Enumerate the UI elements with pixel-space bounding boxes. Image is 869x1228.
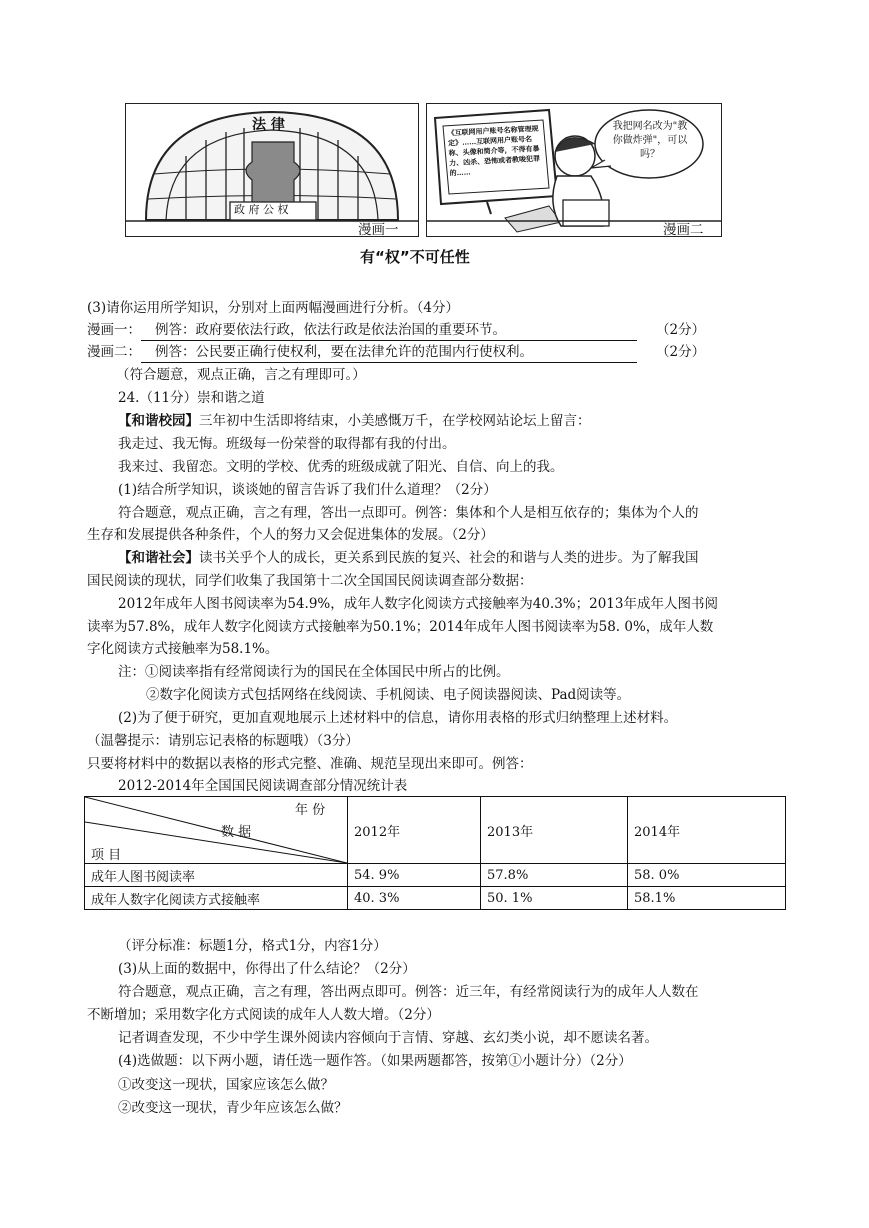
q24-4-option-1: ①改变这一现状，国家应该怎么做？ [118, 1077, 334, 1093]
table-row [85, 887, 786, 910]
campus-tag: 【和谐校园】 [118, 413, 199, 429]
reading-survey-table [84, 796, 786, 910]
q24-1-prompt: (1)结合所学知识，谈谈她的留言告诉了我们什么道理？（2分） [118, 482, 497, 498]
year-header-2013: 2013年 [481, 797, 628, 864]
q3-answer-2-row [87, 342, 637, 363]
q24-4-prompt: (4)选做题：以下两小题，请任选一题作答。（如果两题都答，按第①小题计分）（2分） [118, 1053, 632, 1069]
cartoon-2-label: 漫画二 [663, 222, 704, 238]
cartoon-1-label: 漫画一 [358, 222, 399, 238]
survey-data-line-1: 2012年成年人图书阅读率为54.9%，成年人数字化阅读方式接触率为40.3%；2013年成年人图书阅 [118, 596, 718, 612]
corner-data-label: 数 据 [221, 825, 252, 840]
q3-prompt: (3)请你运用所学知识，分别对上面两幅漫画进行分析。（4分） [87, 300, 459, 316]
table-row [85, 864, 786, 887]
q3-answer-2-value: 例答：公民要正确行使权利，要在法律允许的范围内行使权利。 [155, 344, 533, 360]
q3-answer-1-row [87, 320, 637, 341]
q3-answer-1-score: （2分） [656, 322, 706, 338]
speech-bubble-text: 我把网名改为"教你做炸弹"，可以吗？ [612, 121, 688, 160]
survey-data-line-2: 读率为57.8%，成年人数字化阅读方式接触率为50.1%；2014年成年人图书阅读率为58. 0%，成年人数 [87, 619, 714, 635]
table-cell: 58. 0% [628, 864, 786, 887]
q3-answer-2-text [141, 342, 637, 363]
q24-3-answer-line-2: 不断增加；采用数字化方式阅读的成年人人数大增。（2分） [87, 1007, 440, 1023]
corner-item-label: 项 目 [91, 848, 122, 863]
q24-4-option-2: ②改变这一现状，青少年应该怎么做？ [118, 1100, 348, 1116]
q3-note: （符合题意，观点正确，言之有理即可。） [116, 367, 366, 383]
q3-answer-1-value: 例答：政府要依法行政，依法行政是依法治国的重要环节。 [155, 322, 506, 338]
row-label-digital-reading: 成年人数字化阅读方式接触率 [85, 887, 348, 910]
row-label-book-reading: 成年人图书阅读率 [85, 864, 348, 887]
q24-1-answer-line-1: 符合题意，观点正确，言之有理，答出一点即可。例答：集体和个人是相互依存的；集体为个人的 [118, 505, 699, 521]
message-2: 我来过、我留恋。文明的学校、优秀的班级成就了阳光、自信、向上的我。 [118, 459, 564, 475]
year-header-2012: 2012年 [348, 797, 481, 864]
cartoon-caption: 有“权”不可任性 [360, 248, 470, 266]
table-corner-cell [85, 797, 348, 864]
note-2: ②数字化阅读方式包括网络在线阅读、手机阅读、电子阅读器阅读、Pad阅读等。 [146, 687, 631, 703]
table-header-row [85, 797, 786, 864]
q3-answer-1-label: 漫画一： [87, 322, 141, 338]
law-label: 法 律 [252, 117, 285, 133]
message-1: 我走过、我无悔。班级每一份荣誉的取得都有我的付出。 [118, 436, 456, 452]
survey-data-line-3: 字化阅读方式接触率为58.1%。 [87, 641, 279, 657]
campus-intro [118, 411, 591, 431]
q24-title: 24.（11分）崇和谐之道 [118, 390, 265, 406]
table-cell: 54. 9% [348, 864, 481, 887]
q24-1-answer-line-2: 生存和发展提供各种条件，个人的努力又会促进集体的发展。（2分） [87, 527, 494, 543]
campus-text: 三年初中生活即将结束，小美感慨万千，在学校网站论坛上留言： [199, 413, 591, 429]
q24-3-prompt: (3)从上面的数据中，你得出了什么结论？（2分） [118, 961, 416, 977]
q3-answer-1-text [141, 320, 637, 341]
corner-year-label: 年 份 [295, 803, 326, 818]
grading-criteria: （评分标准：标题1分，格式1分，内容1分） [118, 938, 387, 954]
table-cell: 57.8% [481, 864, 628, 887]
q24-3-answer-line-1: 符合题意，观点正确，言之有理，答出两点即可。例答：近三年，有经常阅读行为的成年人人数在 [118, 984, 699, 1000]
q24-2-answer: 只要将材料中的数据以表格的形式完整、准确、规范呈现出来即可。例答： [87, 756, 533, 772]
society-text: 读书关乎个人的成长，更关系到民族的复兴、社会的和谐与人类的进步。为了解我国 [199, 550, 699, 566]
q24-2-hint: （温馨提示：请别忘记表格的标题哦）（3分） [87, 733, 359, 749]
table-cell: 50. 1% [481, 887, 628, 910]
society-intro-line-1 [118, 548, 699, 568]
cartoon-panel-1 [125, 103, 419, 237]
screen-regulation-text: 《互联网用户账号名称管理规定》……互联网用户账号名称、头像和简介等，不得有暴力、凶杀、恐怖或者教唆犯罪的…… [447, 123, 541, 178]
note-1: 注：①阅读率指有经常阅读行为的国民在全体国民中所占的比例。 [118, 664, 510, 680]
society-tag: 【和谐社会】 [118, 550, 199, 566]
q3-answer-2-label: 漫画二： [87, 344, 141, 360]
year-header-2014: 2014年 [628, 797, 786, 864]
government-power-label: 政 府 公 权 [234, 203, 289, 216]
society-intro-line-2: 国民阅读的现状，同学们收集了我国第十二次全国国民阅读调查部分数据： [87, 573, 533, 589]
reporter-finding: 记者调查发现，不少中学生课外阅读内容倾向于言情、穿越、玄幻类小说，却不愿读名著。 [118, 1030, 658, 1046]
table-cell: 58.1% [628, 887, 786, 910]
q24-2-prompt: (2)为了便于研究，更加直观地展示上述材料中的信息，请你用表格的形式归纳整理上述材料。 [118, 710, 678, 726]
q3-answer-2-score: （2分） [656, 344, 706, 360]
cartoon-panel-2 [426, 103, 722, 237]
table-cell: 40. 3% [348, 887, 481, 910]
table-title: 2012-2014年全国国民阅读调查部分情况统计表 [118, 778, 408, 794]
